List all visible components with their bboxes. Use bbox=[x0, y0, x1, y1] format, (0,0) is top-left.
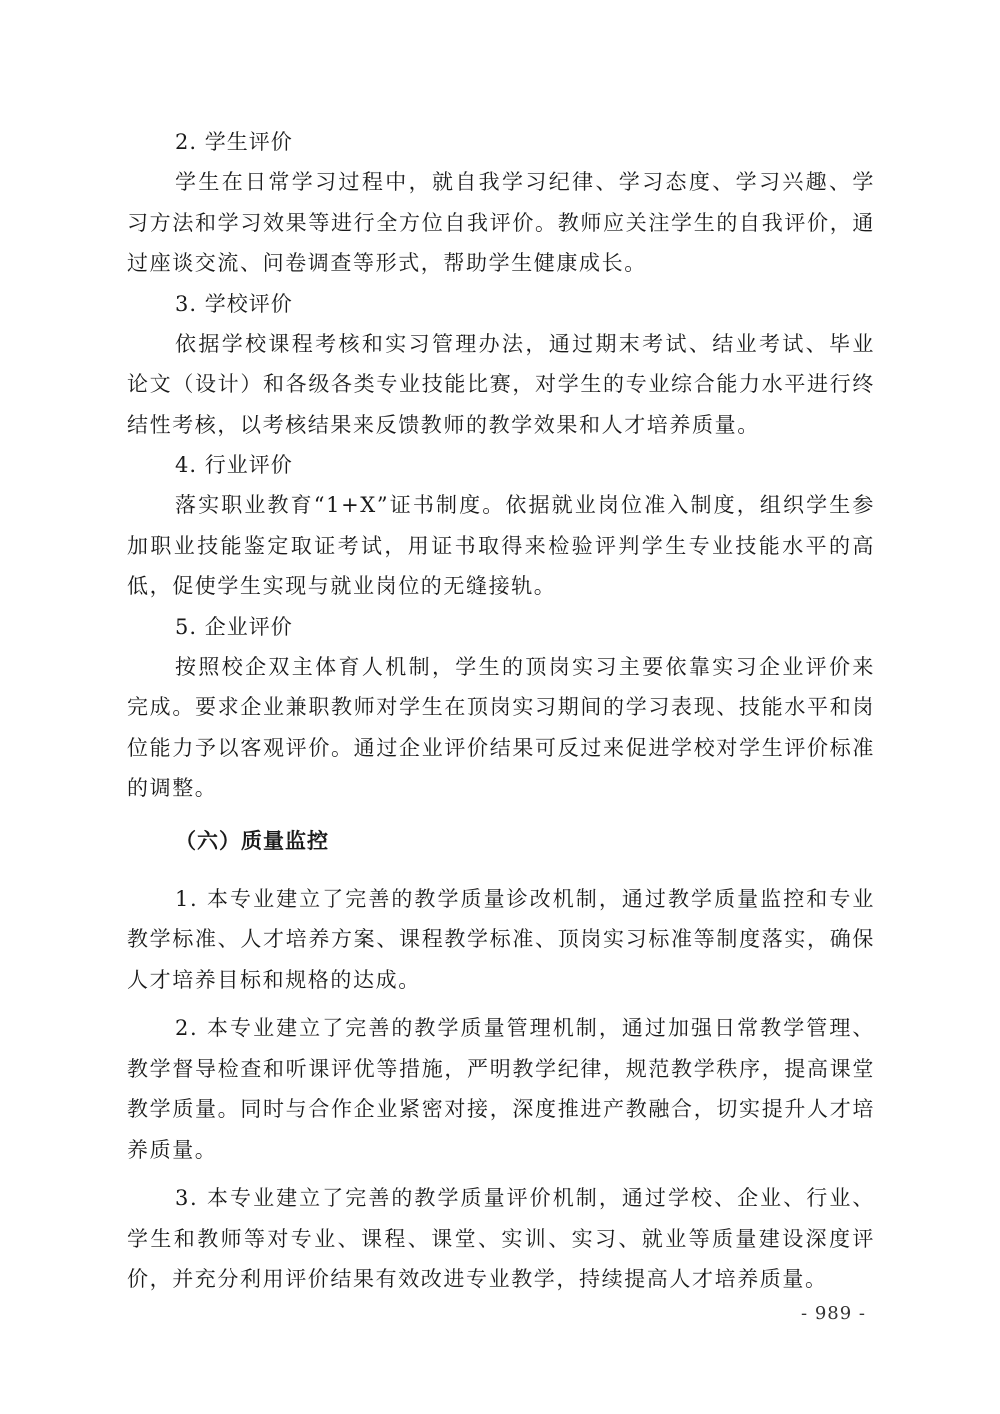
student-eval-paragraph: 学生在日常学习过程中，就自我学习纪律、学习态度、学习兴趣、学习方法和学习效果等进行全方位自我评价。教师应关注学生的自我评价，通过座谈交流、问卷调查等形式，帮助学生健康成长。 bbox=[127, 170, 875, 275]
student-eval-heading: 2. 学生评价 bbox=[175, 130, 293, 154]
quality-monitoring-title: （六）质量监控 bbox=[175, 828, 329, 853]
quality-item-1: 1. 本专业建立了完善的教学质量诊改机制，通过教学质量监控和专业教学标准、人才培养方案、课程教学标准、顶岗实习标准等制度落实，确保人才培养目标和规格的达成。 bbox=[127, 886, 875, 992]
page-number: - 989 - bbox=[801, 1303, 866, 1324]
school-eval-heading: 3. 学校评价 bbox=[175, 291, 293, 316]
quality-item-3: 3. 本专业建立了完善的教学质量评价机制，通过学校、企业、行业、学生和教师等对专业、课程、课堂、实训、实习、就业等质量建设深度评价，并充分利用评价结果有效改进专业教学，持续提高人才培养质量。 bbox=[127, 1186, 875, 1291]
enterprise-eval-heading: 5. 企业评价 bbox=[175, 614, 293, 639]
quality-item-2: 2. 本专业建立了完善的教学质量管理机制，通过加强日常教学管理、教学督导检查和听课评优等措施，严明教学纪律，规范教学秩序，提高课堂教学质量。同时与合作企业紧密对接，深度推进产教融合，切实提升人才培养质量。 bbox=[127, 1016, 875, 1162]
school-eval-paragraph: 依据学校课程考核和实习管理办法，通过期末考试、结业考试、毕业论文（设计）和各级各类专业技能比赛，对学生的专业综合能力水平进行终结性考核，以考核结果来反馈教师的教学效果和人才培养质量。 bbox=[127, 331, 875, 437]
industry-eval-paragraph: 落实职业教育“1+X”证书制度。依据就业岗位准入制度，组织学生参加职业技能鉴定取证考试，用证书取得来检验评判学生专业技能水平的高低，促使学生实现与就业岗位的无缝接轨。 bbox=[127, 493, 875, 598]
document-body bbox=[127, 122, 875, 1300]
enterprise-eval-paragraph: 按照校企双主体育人机制，学生的顶岗实习主要依靠实习企业评价来完成。要求企业兼职教师对学生在顶岗实习期间的学习表现、技能水平和岗位能力予以客观评价。通过企业评价结果可反过来促进学校对学生评价标准的调整。 bbox=[127, 654, 875, 800]
industry-eval-heading: 4. 行业评价 bbox=[175, 453, 293, 477]
